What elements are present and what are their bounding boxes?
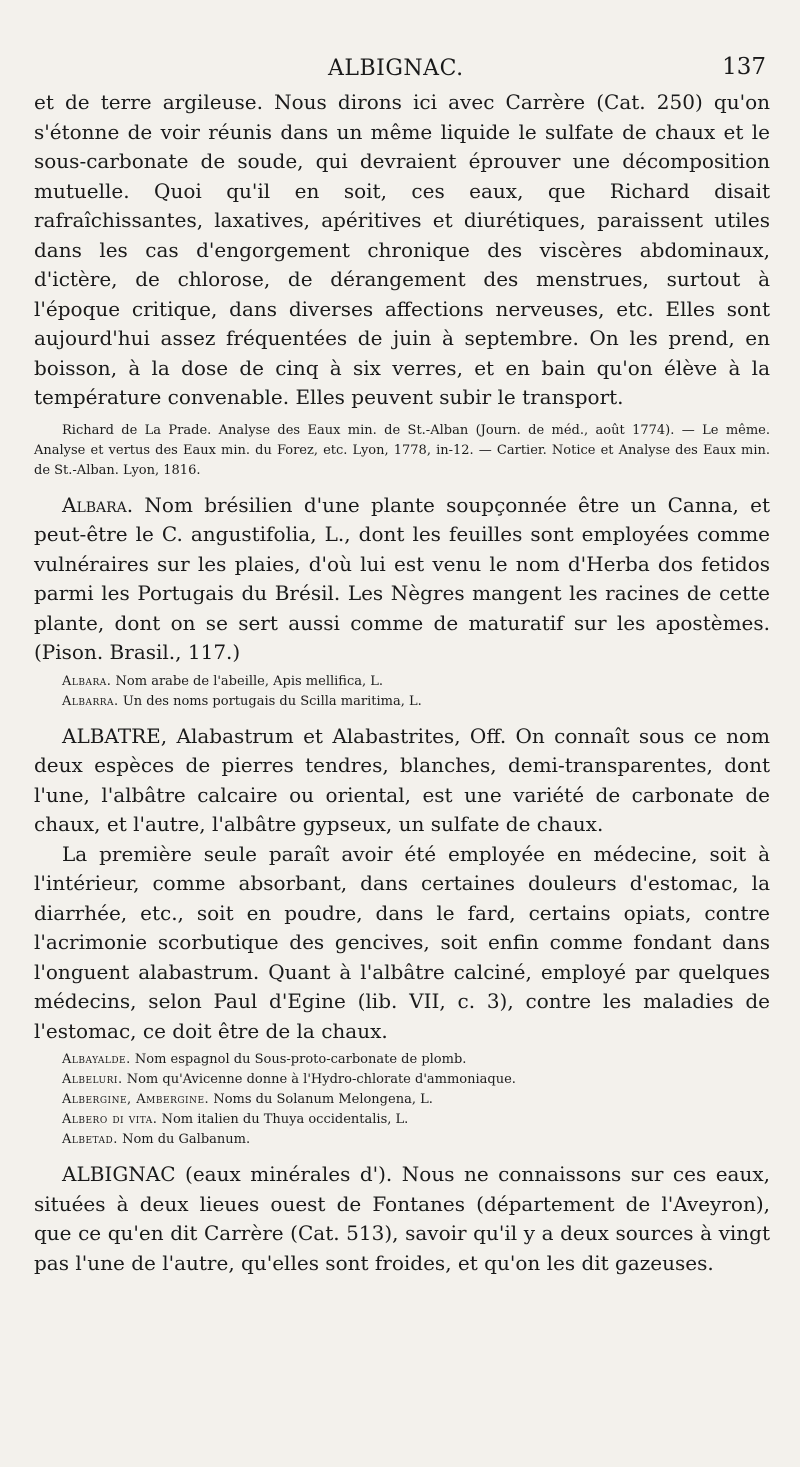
page-body [34,88,770,1278]
entry-albignac [34,1160,770,1278]
entry-albara-text: Nom brésilien d'une plante soupçonnée être un Canna, et peut-être le C. angustifolia, L., dont les feuilles sont employées comme vulnéraires sur les plaies, d'où lui est venu le nom d'Herba dos fetidos parmi les Portugais du Brésil. Les Nègres mangent les racines de cette plante, dont on se sert aussi comme de maturatif sur les apostèmes. (Pison. Brasil., 117.) [34,492,770,664]
entry-albatre-head: ALBATRE, [62,723,168,748]
minor-entry [34,1090,770,1110]
entry-albara [34,491,770,668]
minor-entry-text: Nom qu'Avicenne donne à l'Hydro-chlorate d'ammoniaque. [126,1072,516,1087]
page-number: 137 [722,54,766,80]
minor-entry [34,1070,770,1090]
minor-entry-text: Nom espagnol du Sous-proto-carbonate de plomb. [134,1052,467,1067]
entry-albatre-text: Alabastrum et Alabastrites, Off. On connaît sous ce nom deux espèces de pierres tendres, blanches, demi-transparentes, dont l'une, l'albâtre calcaire ou oriental, est une variété de carbonate de chaux, et l'autre, l'albâtre gypseux, un sulfate de chaux. [34,723,771,836]
minor-entry-head: Albero di vita. [62,1112,158,1127]
minor-entry-head: Albeluri. [62,1072,123,1087]
minor-entry-text: Un des noms portugais du Scilla maritima, L. [122,693,422,709]
minor-entry [34,1110,770,1130]
minor-entry-text: Nom du Galbanum. [122,1132,251,1147]
entry-albatre [34,722,770,840]
entry-albignac-head: ALBIGNAC [62,1162,176,1186]
minor-entry-text: Nom italien du Thuya occidentalis, L. [161,1112,409,1127]
minor-entry-head: Albara. [62,673,112,689]
minor-entry-text: Nom arabe de l'abeille, Apis mellifica, L. [115,673,384,689]
minor-entry-head: Albayalde. [62,1052,131,1067]
paragraph-st-alban-waters: et de terre argileuse. Nous dirons ici avec Carrère (Cat. 250) qu'on s'étonne de voir réunis dans un même liquide le sulfate de chaux et le sous-carbonate de soude, qui devraient éprouver une décomposition mutuelle. Quoi qu'il en soit, ces eaux, que Richard disait rafraîchissantes, laxatives, apéritives et diurétiques, paraissent utiles dans les cas d'engorgement chronique des viscères abdominaux, d'ictère, de chlorose, de dérangement des menstrues, surtout à l'époque critique, dans diverses affections nerveuses, etc. Elles sont aujourd'hui assez fréquentées de juin à septembre. On les prend, en boisson, à la dose de cinq à six verres, et en bain qu'on élève à la température convenable. Elles peuvent subir le transport. [34,90,770,409]
minor-entry [34,1050,770,1070]
entry-albara-head: Albara. [62,492,134,517]
minor-entry-head: Albetad. [62,1132,118,1147]
minor-entry-head: Albergine, Ambergine. [62,1092,210,1107]
entry-albignac-text: (eaux minérales d'). Nous ne connaissons sur ces eaux, situées à deux lieues ouest de Fontanes (département de l'Aveyron), que ce qu'en dit Carrère (Cat. 513), savoir qu'il y a deux sources à vingt pas l'une de l'autre, qu'elles sont froides, et qu'on les dit gazeuses. [34,1162,770,1275]
bibliography-note: Richard de La Prade. Analyse des Eaux min. de St.-Alban (Journ. de méd., août 1774). — Le même. Analyse et vertus des Eaux min. du Forez, etc. Lyon, 1778, in-12. — Cartier. Notice et Analyse des Eaux min. de St.-Alban. Lyon, 1816. [34,422,770,478]
minor-entry-text: Noms du Solanum Melongena, L. [213,1092,433,1107]
running-title: ALBIGNAC. [328,56,464,81]
minor-entry [34,692,770,712]
minor-entry-head: Albarra. [62,693,119,709]
minor-entry [34,672,770,692]
minor-entry [34,1130,770,1150]
page-header [0,52,800,88]
entry-albatre-continued: La première seule paraît avoir été employée en médecine, soit à l'intérieur, comme absorbant, dans certaines douleurs d'estomac, la diarrhée, etc., soit en poudre, dans le fard, certains opiats, contre l'acrimonie scorbutique des gencives, soit enfin comme fondant dans l'onguent alabastrum. Quant à l'albâtre calciné, employé par quelques médecins, selon Paul d'Egine (lib. VII, c. 3), contre les maladies de l'estomac, ce doit être de la chaux. [34,841,770,1043]
